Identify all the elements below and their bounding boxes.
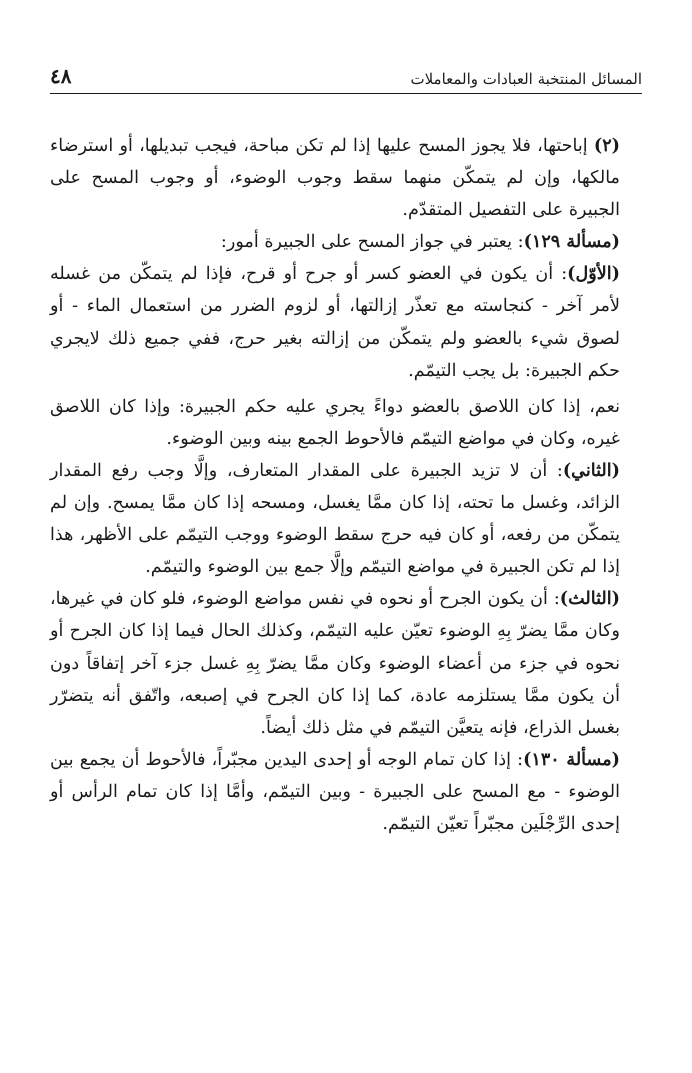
paragraph-lead: (٢) (593, 135, 620, 156)
paragraph-text: نعم، إذا كان اللاصق بالعضو دواءً يجري عليه حكم الجبيرة: وإذا كان اللاصق غيره، وكان في مواضع التيمّم فالأحوط الجمع بينه وبين الوضوء. (50, 396, 620, 449)
paragraph-lead: (الأوّل) (567, 263, 620, 285)
paragraph-text: : أن لا تزيد الجبيرة على المقدار المتعارف، وإلَّا وجب رفع المقدار الزائد، وغسل ما تحته، إذا كان ممَّا يغسل، ومسحه إذا كان ممَّا يمسح. وإن لم يتمكّن من رفعه، أو كان فيه حرج سقط الوضوء ووجب التيمّم على الأظهر، هذا إذا لم تكن الجبيرة في مواضع التيمّم وإلَّا جمع بين الوضوء والتيمّم. (50, 460, 620, 578)
paragraph-lead: (مسألة ١٢٩) (523, 231, 620, 253)
paragraph-issue-130 (50, 744, 642, 840)
page-header (50, 58, 642, 94)
paragraph-text: : أن يكون الجرح أو نحوه في نفس مواضع الوضوء، فلو كان في غيرها، وكان ممَّا يضرّ بِهِ الوضوء تعيّن عليه التيمّم، وكذلك الحال فيما إذا كان الجرح أو نحوه في جزء من أعضاء الوضوء وكان ممَّا يضرّ بِهِ غسل جزء آخر إتفاقاً دون أن يكون ممَّا يستلزمه عادة، كما إذا كان الجرح في إصبعه، واتّفق أنه يتضرّر بغسل الذراع، فإنه يتعيَّن التيمّم في مثل ذلك أيضاً. (50, 589, 620, 738)
running-title: المسائل المنتخبة العبادات والمعاملات (410, 70, 642, 88)
paragraph-first (50, 258, 642, 386)
paragraph-third (50, 583, 642, 743)
paragraph-lead: (الثاني) (562, 459, 620, 481)
paragraph-lead: (مسألة ١٣٠) (523, 748, 620, 770)
paragraph-second (50, 455, 642, 583)
paragraph-lead: (الثالث) (559, 588, 620, 610)
paragraph-text: : يعتبر في جواز المسح على الجبيرة أمور: (220, 232, 524, 253)
paragraph-text: إباحتها، فلا يجوز المسح عليها إذا لم تكن مباحة، فيجب تبديلها، أو استرضاء مالكها، وإن لم يتمكّن منهما سقط وجوب الوضوء، أو وجوب المسح على الجبيرة على التفصيل المتقدّم. (50, 136, 620, 221)
paragraph-note (50, 391, 642, 455)
paragraph-condition-2 (50, 130, 642, 226)
page-number: ٤٨ (50, 64, 72, 88)
paragraph-text: : إذا كان تمام الوجه أو إحدى اليدين مجبّراً، فالأحوط أن يجمع بين الوضوء - مع المسح على الجبيرة - وبين التيمّم، وأمَّا إذا كان تمام الرأس أو إحدى الرِّجْلَين مجبّراً تعيّن التيمّم. (50, 749, 620, 834)
page-body (50, 130, 642, 840)
paragraph-text: : أن يكون في العضو كسر أو جرح أو قرح، فإذا لم يتمكّن من غسله لأمر آخر - كنجاسته مع تعذّر إزالتها، أو لزوم الضرر من استعمال الماء - أو لصوق شيء بالعضو ولم يتمكّن من إزالته بغير حرج، ففي جميع ذلك لايجري حكم الجبيرة: بل يجب التيمّم. (50, 264, 620, 381)
paragraph-issue-129 (50, 226, 642, 258)
